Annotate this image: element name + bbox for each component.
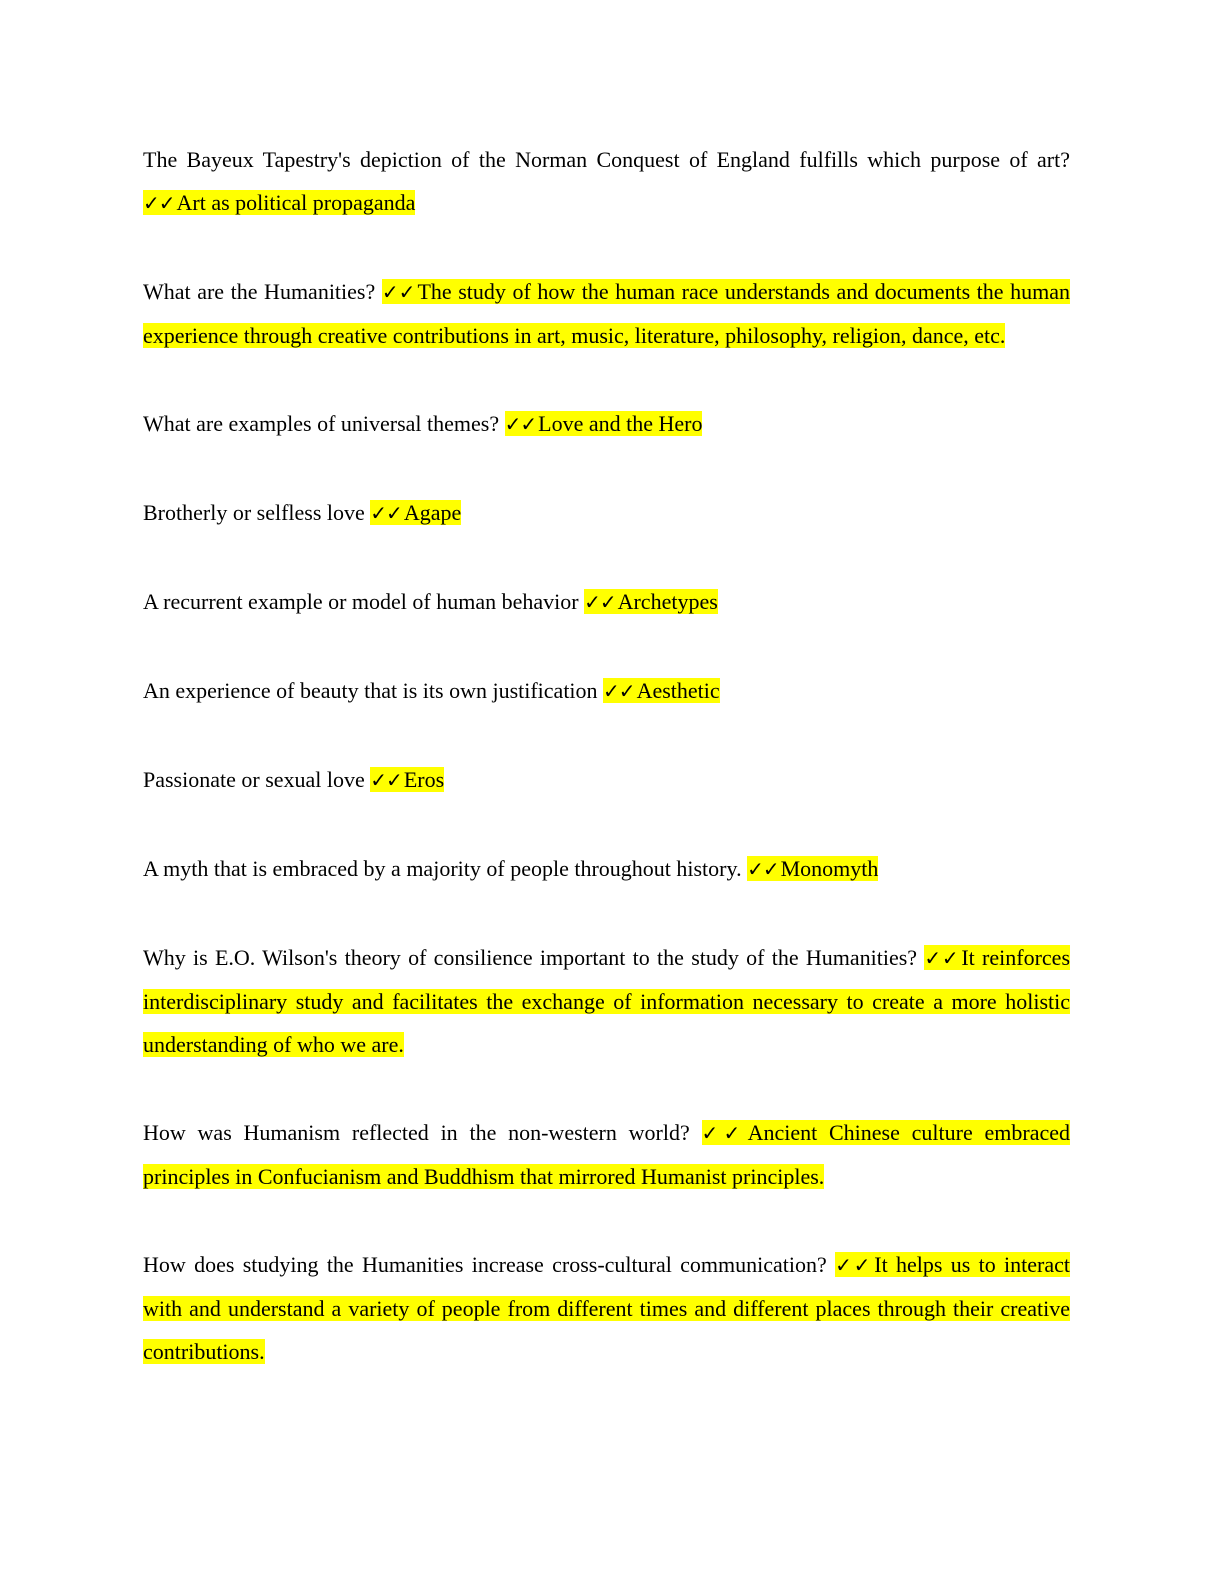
qa-item [143, 402, 1070, 446]
double-check-icon: ✓✓ [370, 768, 402, 792]
double-check-icon: ✓✓ [701, 1121, 746, 1145]
answer-highlight [143, 190, 415, 215]
answer-text: It reinforces interdisciplinary study and facilitates the exchange of information necessary to create a more holistic understanding of who we are. [143, 945, 1071, 1057]
answer-text: Archetypes [617, 589, 718, 614]
document-page [143, 138, 1070, 1373]
question-text: Why is E.O. Wilson's theory of consilience important to the study of the Humanities? [143, 945, 918, 970]
answer-text: Ancient Chinese culture embraced principles in Confucianism and Buddhism that mirrored Humanist principles. [143, 1120, 1070, 1189]
question-text: What are examples of universal themes? [143, 411, 500, 436]
double-check-icon: ✓✓ [143, 191, 175, 215]
qa-item [143, 138, 1070, 225]
answer-highlight [603, 678, 720, 703]
question-text: How was Humanism reflected in the non-western world? [143, 1120, 690, 1145]
double-check-icon: ✓✓ [584, 590, 616, 614]
answer-text: The study of how the human race understands and documents the human experience through creative contributions in art, music, literature, philosophy, religion, dance, etc. [143, 279, 1070, 348]
answer-text: Agape [403, 500, 462, 525]
qa-item [143, 491, 1070, 535]
question-text: An experience of beauty that is its own justification [143, 678, 598, 703]
question-text: Passionate or sexual love [143, 767, 365, 792]
answer-text: Monomyth [780, 856, 879, 881]
answer-text: It helps us to interact with and understand a variety of people from different times and different places through their creative contributions. [143, 1252, 1071, 1364]
answer-highlight [505, 411, 703, 436]
double-check-icon: ✓✓ [603, 679, 635, 703]
question-text: Brotherly or selfless love [143, 500, 365, 525]
double-check-icon: ✓✓ [504, 412, 537, 436]
double-check-icon: ✓✓ [835, 1253, 873, 1277]
qa-item [143, 270, 1070, 357]
qa-item [143, 1111, 1070, 1198]
answer-text: Love and the Hero [538, 411, 703, 436]
answer-highlight [747, 856, 878, 881]
answer-highlight [370, 500, 461, 525]
double-check-icon: ✓✓ [924, 946, 960, 970]
answer-text: Aesthetic [636, 678, 720, 703]
qa-item [143, 758, 1070, 802]
question-text: A myth that is embraced by a majority of people throughout history. [143, 856, 742, 881]
qa-item [143, 847, 1070, 891]
question-text: How does studying the Humanities increase cross-cultural communication? [143, 1252, 827, 1277]
qa-item [143, 936, 1070, 1066]
answer-text: Eros [403, 767, 445, 792]
double-check-icon: ✓✓ [381, 280, 416, 304]
answer-highlight [370, 767, 444, 792]
qa-item [143, 1243, 1070, 1373]
question-text: The Bayeux Tapestry's depiction of the Norman Conquest of England fulfills which purpose of art? [143, 147, 1070, 172]
double-check-icon: ✓✓ [370, 501, 402, 525]
answer-text: Art as political propaganda [176, 190, 416, 215]
qa-item [143, 669, 1070, 713]
question-text: A recurrent example or model of human behavior [143, 589, 579, 614]
qa-item [143, 580, 1070, 624]
double-check-icon: ✓✓ [747, 857, 779, 881]
question-text: What are the Humanities? [143, 279, 376, 304]
answer-highlight [584, 589, 718, 614]
